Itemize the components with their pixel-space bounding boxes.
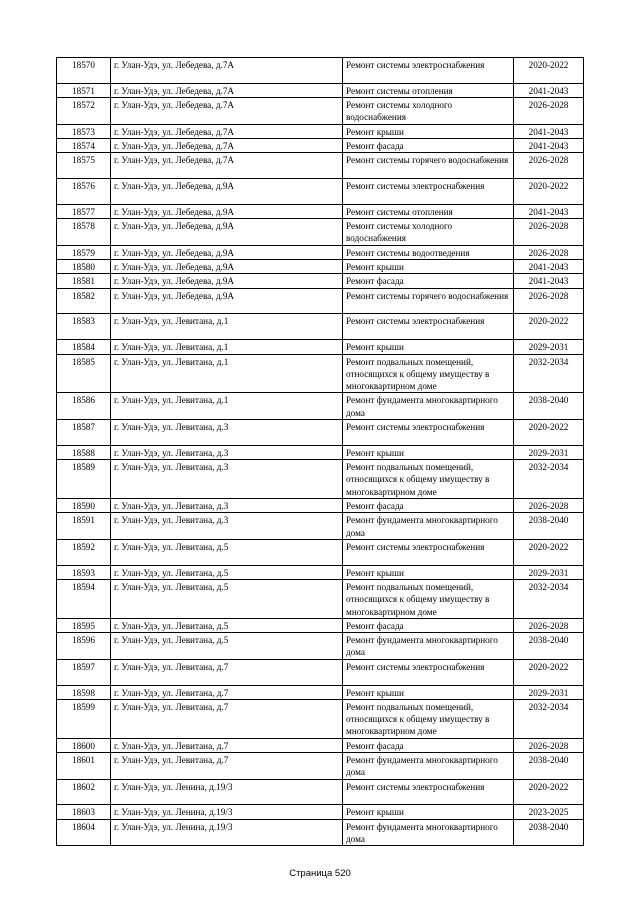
row-period: 2020-2022 [514,314,584,340]
row-address: г. Улан-Удэ, ул. Лебедева, д.7А [111,98,343,125]
row-work-type: Ремонт фасада [343,274,514,288]
row-period: 2041-2043 [514,204,584,218]
table-body [57,58,584,846]
row-period: 2026-2028 [514,618,584,632]
row-work-type: Ремонт системы электроснабжения [343,179,514,205]
row-id: 18585 [57,354,111,393]
row-work-type: Ремонт системы электроснабжения [343,539,514,565]
row-address: г. Улан-Удэ, ул. Лебедева, д.7А [111,83,343,97]
table-row [57,179,584,205]
row-id: 18599 [57,699,111,738]
table-row [57,274,584,288]
row-id: 18573 [57,124,111,138]
row-period: 2038-2040 [514,513,584,540]
row-id: 18571 [57,83,111,97]
row-address: г. Улан-Удэ, ул. Левитана, д.3 [111,499,343,513]
table-row [57,153,584,179]
row-id: 18588 [57,445,111,459]
row-id: 18594 [57,580,111,619]
row-id: 18587 [57,420,111,446]
row-period: 2032-2034 [514,699,584,738]
row-address: г. Улан-Удэ, ул. Левитана, д.7 [111,753,343,780]
row-period: 2029-2031 [514,685,584,699]
table-row [57,260,584,274]
row-period: 2020-2022 [514,539,584,565]
row-period: 2038-2040 [514,753,584,780]
row-period: 2032-2034 [514,460,584,499]
row-address: г. Улан-Удэ, ул. Левитана, д.3 [111,513,343,540]
row-id: 18578 [57,219,111,246]
row-address: г. Улан-Удэ, ул. Лебедева, д.9А [111,260,343,274]
row-work-type: Ремонт системы горячего водоснабжения [343,288,514,314]
table-row [57,753,584,780]
row-work-type: Ремонт крыши [343,685,514,699]
row-address: г. Улан-Удэ, ул. Лебедева, д.7А [111,138,343,152]
table-row [57,499,584,513]
row-id: 18577 [57,204,111,218]
row-address: г. Улан-Удэ, ул. Левитана, д.5 [111,633,343,660]
row-period: 2020-2022 [514,58,584,84]
row-period: 2029-2031 [514,565,584,579]
row-work-type: Ремонт системы электроснабжения [343,420,514,446]
row-id: 18595 [57,618,111,632]
row-address: г. Улан-Удэ, ул. Левитана, д.3 [111,420,343,446]
row-work-type: Ремонт системы холодного водоснабжения [343,219,514,246]
row-period: 2038-2040 [514,633,584,660]
row-address: г. Улан-Удэ, ул. Лебедева, д.9А [111,204,343,218]
row-work-type: Ремонт фундамента многоквартирного дома [343,753,514,780]
row-period: 2041-2043 [514,260,584,274]
table-row [57,738,584,752]
row-address: г. Улан-Удэ, ул. Левитана, д.5 [111,618,343,632]
row-id: 18580 [57,260,111,274]
row-period: 2041-2043 [514,138,584,152]
row-address: г. Улан-Удэ, ул. Левитана, д.3 [111,445,343,459]
table-row [57,513,584,540]
row-work-type: Ремонт фасада [343,138,514,152]
table-row [57,805,584,819]
row-period: 2020-2022 [514,420,584,446]
table-row [57,219,584,246]
table-row [57,618,584,632]
row-work-type: Ремонт подвальных помещений, относящихся к общему имуществу в многоквартирном доме [343,354,514,393]
table-row [57,393,584,420]
row-address: г. Улан-Удэ, ул. Левитана, д.5 [111,539,343,565]
row-period: 2038-2040 [514,393,584,420]
row-work-type: Ремонт системы холодного водоснабжения [343,98,514,125]
row-address: г. Улан-Удэ, ул. Левитана, д.5 [111,565,343,579]
row-period: 2041-2043 [514,83,584,97]
row-address: г. Улан-Удэ, ул. Лебедева, д.9А [111,179,343,205]
row-address: г. Улан-Удэ, ул. Левитана, д.1 [111,340,343,354]
row-period: 2026-2028 [514,245,584,259]
row-period: 2026-2028 [514,98,584,125]
table-row [57,340,584,354]
row-id: 18598 [57,685,111,699]
row-work-type: Ремонт фасада [343,738,514,752]
row-id: 18593 [57,565,111,579]
row-period: 2026-2028 [514,153,584,179]
table-row [57,580,584,619]
row-id: 18574 [57,138,111,152]
table-row [57,779,584,805]
row-work-type: Ремонт крыши [343,805,514,819]
row-address: г. Улан-Удэ, ул. Левитана, д.1 [111,393,343,420]
row-id: 18592 [57,539,111,565]
row-period: 2026-2028 [514,499,584,513]
row-id: 18583 [57,314,111,340]
row-work-type: Ремонт системы горячего водоснабжения [343,153,514,179]
table-row [57,288,584,314]
row-id: 18572 [57,98,111,125]
row-address: г. Улан-Удэ, ул. Лебедева, д.7А [111,58,343,84]
row-period: 2026-2028 [514,219,584,246]
row-work-type: Ремонт системы электроснабжения [343,58,514,84]
table-row [57,58,584,84]
row-address: г. Улан-Удэ, ул. Лебедева, д.9А [111,288,343,314]
row-address: г. Улан-Удэ, ул. Ленина, д.19/3 [111,779,343,805]
row-address: г. Улан-Удэ, ул. Левитана, д.7 [111,659,343,685]
row-address: г. Улан-Удэ, ул. Лебедева, д.9А [111,245,343,259]
row-address: г. Улан-Удэ, ул. Лебедева, д.7А [111,124,343,138]
row-period: 2038-2040 [514,819,584,846]
row-period: 2029-2031 [514,340,584,354]
row-period: 2020-2022 [514,779,584,805]
table-row [57,685,584,699]
table-row [57,314,584,340]
row-id: 18576 [57,179,111,205]
table-row [57,124,584,138]
table-row [57,819,584,846]
row-work-type: Ремонт фундамента многоквартирного дома [343,819,514,846]
row-id: 18604 [57,819,111,846]
row-id: 18603 [57,805,111,819]
table-row [57,460,584,499]
row-period: 2032-2034 [514,354,584,393]
row-work-type: Ремонт фундамента многоквартирного дома [343,393,514,420]
row-period: 2041-2043 [514,274,584,288]
row-work-type: Ремонт крыши [343,565,514,579]
row-id: 18590 [57,499,111,513]
row-id: 18570 [57,58,111,84]
row-work-type: Ремонт системы водоотведения [343,245,514,259]
table-row [57,699,584,738]
row-work-type: Ремонт системы электроснабжения [343,659,514,685]
row-work-type: Ремонт крыши [343,260,514,274]
row-id: 18584 [57,340,111,354]
table-row [57,245,584,259]
table-row [57,83,584,97]
row-address: г. Улан-Удэ, ул. Левитана, д.1 [111,314,343,340]
row-id: 18581 [57,274,111,288]
row-address: г. Улан-Удэ, ул. Ленина, д.19/3 [111,819,343,846]
row-work-type: Ремонт системы электроснабжения [343,314,514,340]
row-id: 18591 [57,513,111,540]
row-address: г. Улан-Удэ, ул. Левитана, д.7 [111,738,343,752]
row-work-type: Ремонт системы электроснабжения [343,779,514,805]
repair-schedule-table [56,57,584,846]
row-id: 18597 [57,659,111,685]
row-address: г. Улан-Удэ, ул. Левитана, д.3 [111,460,343,499]
table-row [57,539,584,565]
row-period: 2032-2034 [514,580,584,619]
page-number: Страница 520 [289,868,351,879]
row-period: 2041-2043 [514,124,584,138]
row-address: г. Улан-Удэ, ул. Левитана, д.7 [111,685,343,699]
row-address: г. Улан-Удэ, ул. Лебедева, д.9А [111,219,343,246]
row-work-type: Ремонт подвальных помещений, относящихся к общему имуществу в многоквартирном доме [343,460,514,499]
table-row [57,98,584,125]
table-row [57,633,584,660]
row-work-type: Ремонт системы отопления [343,83,514,97]
row-period: 2020-2022 [514,659,584,685]
table-row [57,445,584,459]
row-work-type: Ремонт крыши [343,124,514,138]
row-id: 18596 [57,633,111,660]
row-id: 18601 [57,753,111,780]
row-id: 18579 [57,245,111,259]
row-period: 2023-2025 [514,805,584,819]
row-address: г. Улан-Удэ, ул. Левитана, д.5 [111,580,343,619]
row-period: 2020-2022 [514,179,584,205]
row-work-type: Ремонт фундамента многоквартирного дома [343,633,514,660]
row-address: г. Улан-Удэ, ул. Левитана, д.7 [111,699,343,738]
row-work-type: Ремонт системы отопления [343,204,514,218]
row-id: 18582 [57,288,111,314]
row-period: 2026-2028 [514,738,584,752]
row-address: г. Улан-Удэ, ул. Лебедева, д.9А [111,274,343,288]
row-id: 18600 [57,738,111,752]
table-row [57,138,584,152]
table-row [57,204,584,218]
row-id: 18589 [57,460,111,499]
row-work-type: Ремонт фасада [343,618,514,632]
row-address: г. Улан-Удэ, ул. Ленина, д.19/3 [111,805,343,819]
row-period: 2026-2028 [514,288,584,314]
row-work-type: Ремонт подвальных помещений, относящихся к общему имуществу в многоквартирном доме [343,580,514,619]
row-work-type: Ремонт фундамента многоквартирного дома [343,513,514,540]
row-work-type: Ремонт крыши [343,445,514,459]
row-id: 18586 [57,393,111,420]
row-period: 2029-2031 [514,445,584,459]
table-row [57,420,584,446]
table-row [57,659,584,685]
row-address: г. Улан-Удэ, ул. Левитана, д.1 [111,354,343,393]
row-work-type: Ремонт фасада [343,499,514,513]
row-work-type: Ремонт подвальных помещений, относящихся к общему имуществу в многоквартирном доме [343,699,514,738]
table-row [57,565,584,579]
row-work-type: Ремонт крыши [343,340,514,354]
row-id: 18575 [57,153,111,179]
table-row [57,354,584,393]
row-id: 18602 [57,779,111,805]
row-address: г. Улан-Удэ, ул. Лебедева, д.7А [111,153,343,179]
